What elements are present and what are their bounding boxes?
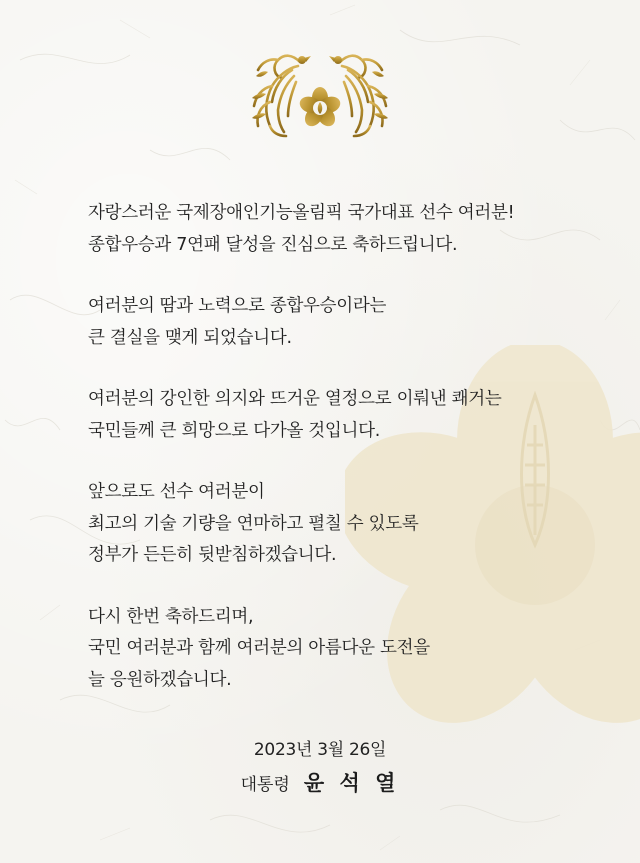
signer-name: 윤 석 열 [303, 770, 400, 795]
letter-line: 종합우승과 7연패 달성을 진심으로 축하드립니다. [88, 234, 458, 255]
letter-line: 최고의 기술 기량을 연마하고 펼칠 수 있도록 [88, 513, 419, 534]
signoff [0, 736, 640, 800]
letter-line: 여러분의 땀과 노력으로 종합우승이라는 [88, 296, 387, 316]
signer-title: 대통령 [240, 775, 290, 795]
letter-line: 정부가 든든히 뒷받침하겠습니다. [88, 545, 337, 565]
letter-line: 늘 응원하겠습니다. [88, 669, 232, 690]
letter-paragraph [88, 477, 608, 572]
letter-line: 다시 한번 축하드리며, [88, 606, 254, 627]
letter-body [88, 198, 608, 726]
letter-line: 국민 여러분과 함께 여러분의 아름다운 도전을 [88, 638, 430, 658]
letter-paragraph [88, 384, 608, 447]
presidential-phoenix-emblem-icon [248, 46, 392, 142]
letter-date: 2023년 3월 26일 [253, 740, 387, 760]
letter-line: 큰 결실을 맺게 되었습니다. [88, 327, 292, 348]
signature-row [0, 768, 640, 800]
letter-line: 국민들께 큰 희망으로 다가올 것입니다. [88, 420, 380, 441]
letter-paragraph [88, 602, 608, 697]
letter-paragraph [88, 198, 608, 261]
letter-line: 여러분의 강인한 의지와 뜨거운 열정으로 이뤄낸 쾌거는 [88, 389, 502, 409]
letter-paragraph [88, 291, 608, 354]
letter-line: 앞으로도 선수 여러분이 [88, 482, 265, 502]
letter-line: 자랑스러운 국제장애인기능올림픽 국가대표 선수 여러분! [88, 203, 515, 223]
